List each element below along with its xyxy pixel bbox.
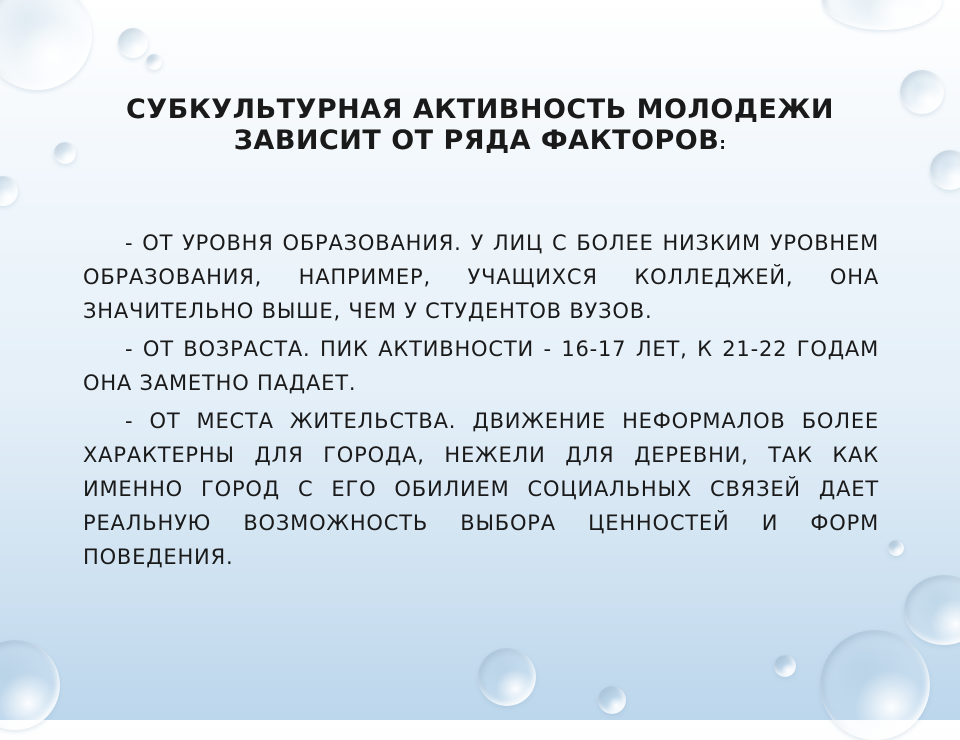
title-line-2 bbox=[60, 125, 900, 159]
water-drop-decoration bbox=[888, 540, 904, 556]
water-drop-decoration bbox=[0, 0, 92, 90]
title-line-1: СУБКУЛЬТУРНАЯ АКТИВНОСТЬ МОЛОДЕЖИ bbox=[126, 94, 834, 125]
water-drop-decoration bbox=[0, 176, 18, 206]
water-drop-decoration bbox=[598, 686, 626, 714]
water-drop-decoration bbox=[900, 70, 944, 114]
water-drop-decoration bbox=[930, 150, 960, 190]
title-colon: : bbox=[719, 134, 727, 153]
factor-paragraph-education: - ОТ УРОВНЯ ОБРАЗОВАНИЯ. У ЛИЦ С БОЛЕЕ НИЗКИМ УРОВНЕМ ОБРАЗОВАНИЯ, НАПРИМЕР, УЧАЩИХСЯ КОЛЛЕДЖЕЙ, ОНА ЗНАЧИТЕЛЬНО ВЫШЕ, ЧЕМ У СТУДЕНТОВ ВУЗОВ. bbox=[83, 231, 879, 323]
water-drop-decoration bbox=[118, 28, 148, 58]
title-line-2-text: ЗАВИСИТ ОТ РЯДА ФАКТОРОВ bbox=[233, 125, 720, 156]
factor-paragraph-age: - ОТ ВОЗРАСТА. ПИК АКТИВНОСТИ - 16-17 ЛЕТ, К 21-22 ГОДАМ ОНА ЗАМЕТНО ПАДАЕТ. bbox=[83, 337, 879, 395]
water-drop-decoration bbox=[146, 54, 162, 70]
water-drop-decoration bbox=[904, 575, 960, 645]
water-drop-decoration bbox=[820, 630, 930, 740]
water-drop-decoration bbox=[0, 640, 60, 730]
slide-body bbox=[83, 226, 879, 578]
water-drop-decoration bbox=[478, 648, 536, 706]
water-drop-decoration bbox=[774, 655, 796, 677]
water-drop-decoration bbox=[822, 0, 942, 30]
slide-title bbox=[60, 94, 900, 159]
factor-paragraph-residence: - ОТ МЕСТА ЖИТЕЛЬСТВА. ДВИЖЕНИЕ НЕФОРМАЛОВ БОЛЕЕ ХАРАКТЕРНЫ ДЛЯ ГОРОДА, НЕЖЕЛИ ДЛЯ ДЕРЕВНИ, ТАК КАК ИМЕННО ГОРОД С ЕГО ОБИЛИЕМ СОЦИАЛЬНЫХ СВЯЗЕЙ ДАЕТ РЕАЛЬНУЮ ВОЗМОЖНОСТЬ ВЫБОРА ЦЕННОСТЕЙ И ФОРМ ПОВЕДЕНИЯ. bbox=[83, 409, 879, 569]
